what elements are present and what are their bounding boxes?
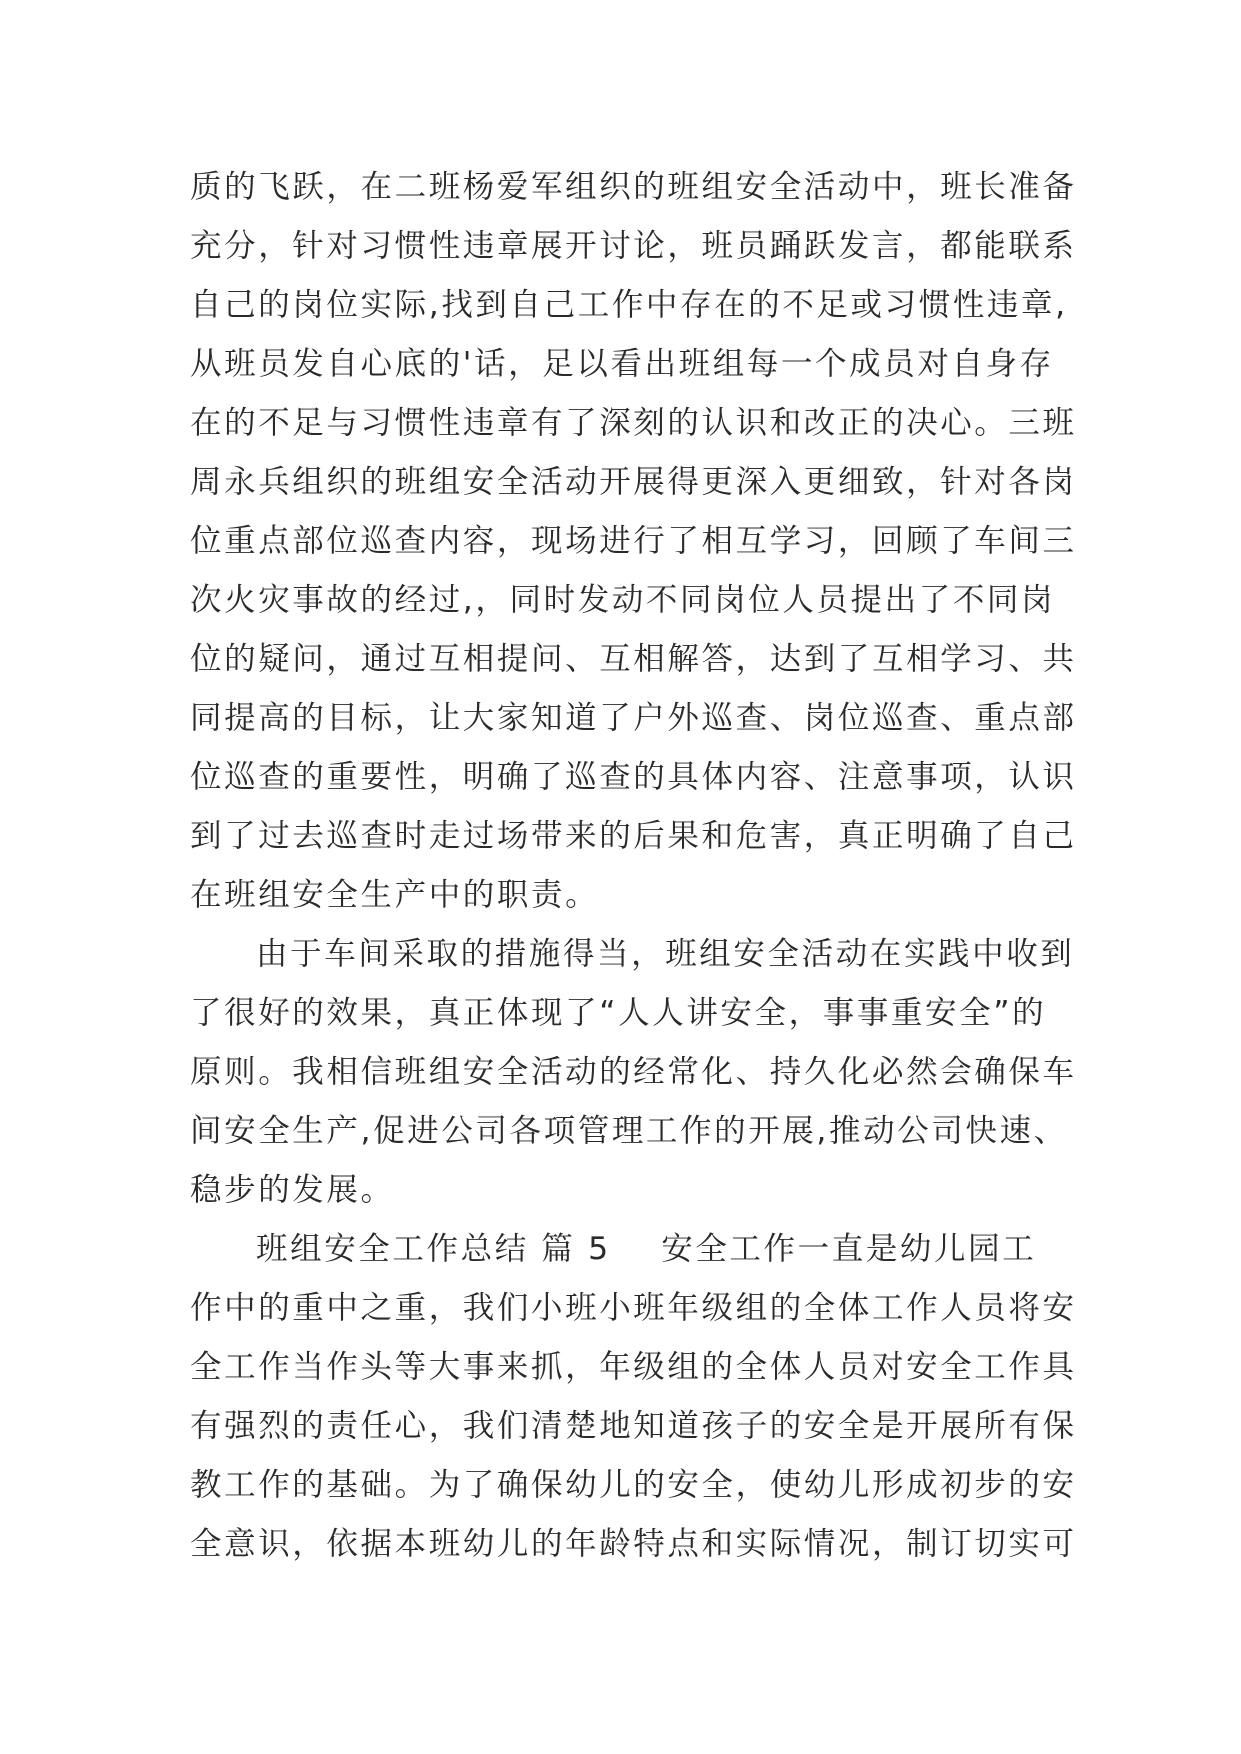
text-line: 原则。我相信班组安全活动的经常化、持久化必然会确保车 xyxy=(190,1054,1077,1090)
text-line: 教工作的基础。为了确保幼儿的安全，使幼儿形成初步的安 xyxy=(190,1467,1077,1503)
text-line: 有强烈的责任心，我们清楚地知道孩子的安全是开展所有保 xyxy=(190,1408,1077,1444)
text-line: 从班员发自心底的'话，足以看出班组每一个成员对自身存 xyxy=(190,346,1054,382)
text-line: 位的疑问，通过互相提问、互相解答，达到了互相学习、共 xyxy=(190,641,1077,677)
text-line: 周永兵组织的班组安全活动开展得更深入更细致，针对各岗 xyxy=(190,464,1077,500)
text-line: 在的不足与习惯性违章有了深刻的认识和改正的决心。三班 xyxy=(190,405,1077,441)
text-line: 充分，针对习惯性违章展开讨论，班员踊跃发言，都能联系 xyxy=(190,228,1077,264)
text-line: 间安全生产,促进公司各项管理工作的开展,推动公司快速、 xyxy=(190,1113,1068,1149)
text-line: 了很好的效果，真正体现了“人人讲安全，事事重安全”的 xyxy=(190,995,1047,1031)
text-line: 自己的岗位实际,找到自己工作中存在的不足或习惯性违章, xyxy=(190,287,1068,323)
text-line: 全工作当作头等大事来抓，年级组的全体人员对安全工作具 xyxy=(190,1349,1077,1385)
text-line: 作中的重中之重，我们小班小班年级组的全体工作人员将安 xyxy=(190,1290,1077,1326)
text-line: 位重点部位巡查内容，现场进行了相互学习，回顾了车间三 xyxy=(190,523,1077,559)
text-line: 在班组安全生产中的职责。 xyxy=(190,877,600,913)
text-line: 到了过去巡查时走过场带来的后果和危害，真正明确了自己 xyxy=(190,818,1077,854)
text-line: 稳步的发展。 xyxy=(190,1172,395,1208)
paragraph-first-line: 由于车间采取的措施得当，班组安全活动在实践中收到 xyxy=(256,936,1075,972)
text-line: 位巡查的重要性，明确了巡查的具体内容、注意事项，认识 xyxy=(190,759,1077,795)
text-line: 次火灾事故的经过,，同时发动不同岗位人员提出了不同岗 xyxy=(190,582,1056,618)
text-line: 全意识，依据本班幼儿的年龄特点和实际情况，制订切实可 xyxy=(190,1526,1077,1562)
text-line: 质的飞跃，在二班杨爱军组织的班组安全活动中，班长准备 xyxy=(190,169,1077,205)
text-line: 同提高的目标，让大家知道了户外巡查、岗位巡查、重点部 xyxy=(190,700,1077,736)
section-heading-line: 班组安全工作总结 篇 5 安全工作一直是幼儿园工 xyxy=(256,1231,1037,1267)
